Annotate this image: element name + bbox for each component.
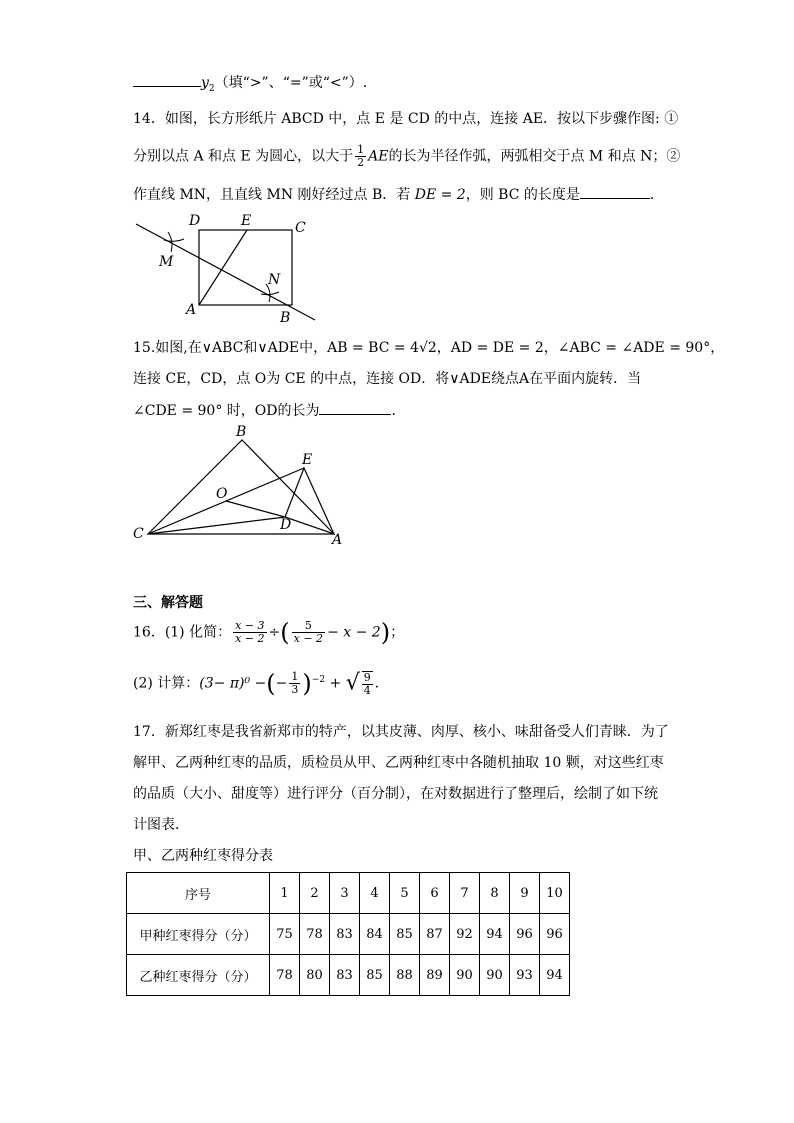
label-o: O (216, 486, 228, 502)
q15-line3 (133, 400, 405, 421)
frac-den: x − 2 (235, 632, 265, 645)
q14-line3c: ，则 BC 的长度是 (465, 187, 580, 203)
score-cell: 90 (450, 955, 480, 996)
q15-line3b: ． (391, 403, 406, 419)
fraction-half (355, 144, 366, 169)
score-cell: 78 (270, 955, 300, 996)
score-cell: 78 (300, 914, 330, 955)
frac-num: 1 (291, 670, 299, 684)
frac-num: x − 3 (235, 619, 265, 632)
row-label: 甲种红枣得分（分） (127, 914, 270, 955)
score-cell: 87 (420, 914, 450, 955)
score-cell: 80 (300, 955, 330, 996)
q17-line2: 解甲、乙两种红枣的品质，质检员从甲、乙两种红枣中各随机抽取 10 颗，对这些红枣 (133, 755, 664, 771)
triangle-ade (285, 468, 334, 534)
fraction-x3-x2 (233, 620, 266, 645)
q15-line1: 15.如图,在∨ABC和∨ADE中，AB = BC = 4√2，AD = DE = 2，∠ABC = ∠ADE = 90°， (133, 340, 725, 356)
q14-line3a: 作直线 MN，且直线 MN 刚好经过点 B．若 (133, 187, 411, 203)
table-row (127, 873, 570, 914)
table-row (127, 955, 570, 996)
answer-blank[interactable] (580, 184, 650, 199)
q16-expr2: (3− π)⁰ − (199, 675, 267, 692)
fraction-9-4 (362, 671, 373, 697)
segment-od (226, 501, 285, 517)
fraction-1-3 (289, 671, 300, 696)
label-c: C (133, 526, 144, 542)
q17-line1: 17．新郑红枣是我省新郑市的特产，以其皮薄、肉厚、核小、味甜备受人们青睐．为了 (133, 724, 669, 740)
col-number: 9 (510, 873, 540, 914)
label-e: E (241, 213, 252, 229)
label-c: C (295, 220, 306, 236)
score-cell: 84 (360, 914, 390, 955)
exponent: −2 (311, 675, 326, 685)
q16-part1-label: 16．(1) 化简： (133, 624, 232, 641)
label-d: D (280, 517, 292, 533)
label-a: A (332, 532, 343, 548)
q16-end2: ． (374, 675, 389, 692)
score-cell: 94 (480, 914, 510, 955)
fraction-5-x2 (292, 620, 325, 645)
div-sign: ÷ (268, 624, 281, 641)
score-cell: 96 (510, 914, 540, 955)
score-cell: 93 (510, 955, 540, 996)
section-heading: 三、解答题 (133, 595, 203, 611)
frac-num: 5 (292, 620, 325, 633)
var-y: y (201, 75, 209, 91)
segment-ae: AE (368, 148, 389, 165)
q14-line3 (133, 184, 664, 205)
q14-figure (130, 208, 330, 328)
rectangle-abcd (199, 230, 292, 305)
q16-part2-label: (2) 计算： (133, 675, 200, 692)
label-n: N (268, 272, 281, 288)
plus-sign: + (329, 675, 342, 692)
q13-text: （填“>”、“=”或“<”）. (214, 75, 368, 91)
score-cell: 90 (480, 955, 510, 996)
label-b: B (280, 310, 291, 326)
label-b: B (236, 424, 247, 440)
score-cell: 94 (540, 955, 570, 996)
label-d: D (189, 213, 201, 229)
col-number: 8 (480, 873, 510, 914)
frac-den: 4 (363, 683, 371, 697)
q17-line3: 的品质（大小、甜度等）进行评分（百分制），在对数据进行了整理后，绘制了如下统 (133, 786, 658, 802)
col-number: 2 (300, 873, 330, 914)
score-cell: 85 (390, 914, 420, 955)
q17-line4: 计图表． (133, 817, 189, 833)
q15-line3a: ∠CDE = 90° 时，OD的长为 (133, 403, 320, 419)
var-subscript: 2 (208, 83, 215, 94)
q14-line3d: ． (649, 187, 664, 203)
answer-blank[interactable] (133, 72, 201, 87)
de-equation: DE = 2 (414, 187, 466, 203)
col-number: 10 (540, 873, 570, 914)
q16-tail: − x − 2 (327, 624, 381, 641)
score-table (126, 872, 570, 996)
col-number: 6 (420, 873, 450, 914)
score-cell: 83 (330, 914, 360, 955)
row-label: 乙种红枣得分（分） (127, 955, 270, 996)
score-cell: 92 (450, 914, 480, 955)
q16-part1: 16．(1) 化简： $\frac{x - 3}{x - 2}$ ÷( $\frac{5}{x - 2}$ − x − 2)； (133, 618, 405, 647)
frac-den: 3 (291, 683, 299, 697)
col-number: 3 (330, 873, 360, 914)
label-e: E (302, 452, 313, 468)
q14-line2b: 的长为半径作弧，两弧相交于点 M 和点 N；② (388, 148, 681, 165)
frac-den: 2 (357, 156, 365, 169)
q13-tail (133, 72, 367, 99)
header-label: 序号 (127, 873, 270, 914)
q14-line2 (133, 144, 680, 169)
frac-num: 9 (363, 670, 371, 684)
line-mn (136, 224, 315, 320)
col-number: 7 (450, 873, 480, 914)
table-row (127, 914, 570, 955)
score-cell: 83 (330, 955, 360, 996)
score-cell: 88 (390, 955, 420, 996)
answer-blank[interactable] (319, 400, 391, 415)
label-a: A (186, 302, 197, 318)
col-number: 5 (390, 873, 420, 914)
col-number: 1 (270, 873, 300, 914)
score-cell: 85 (360, 955, 390, 996)
q16-part2: (2) 计算：(3− π)⁰ −(− $\frac{1}{3}$ )$^{-2}$ + √ $\frac{9}{4}$ ． (133, 669, 389, 698)
score-cell: 96 (540, 914, 570, 955)
q16-end1: ； (390, 624, 405, 641)
score-cell: 75 (270, 914, 300, 955)
q14-line2a: 分别以点 A 和点 E 为圆心，以大于 (133, 148, 354, 165)
score-cell: 89 (420, 955, 450, 996)
col-number: 4 (360, 873, 390, 914)
segment-ae-line (199, 230, 247, 305)
frac-num: 1 (357, 143, 365, 156)
table-title: 甲、乙两种红枣得分表 (133, 848, 273, 864)
frac-den: x − 2 (293, 632, 324, 645)
label-m: M (159, 254, 174, 270)
q14-line1: 14．如图，长方形纸片 ABCD 中，点 E 是 CD 的中点，连接 AE．按以下步骤作图: ① (133, 111, 679, 127)
q15-line2: 连接 CE，CD，点 O为 CE 的中点，连接 OD．将∨ADE绕点A在平面内旋转．当 (133, 371, 642, 387)
q15-figure (128, 420, 358, 550)
